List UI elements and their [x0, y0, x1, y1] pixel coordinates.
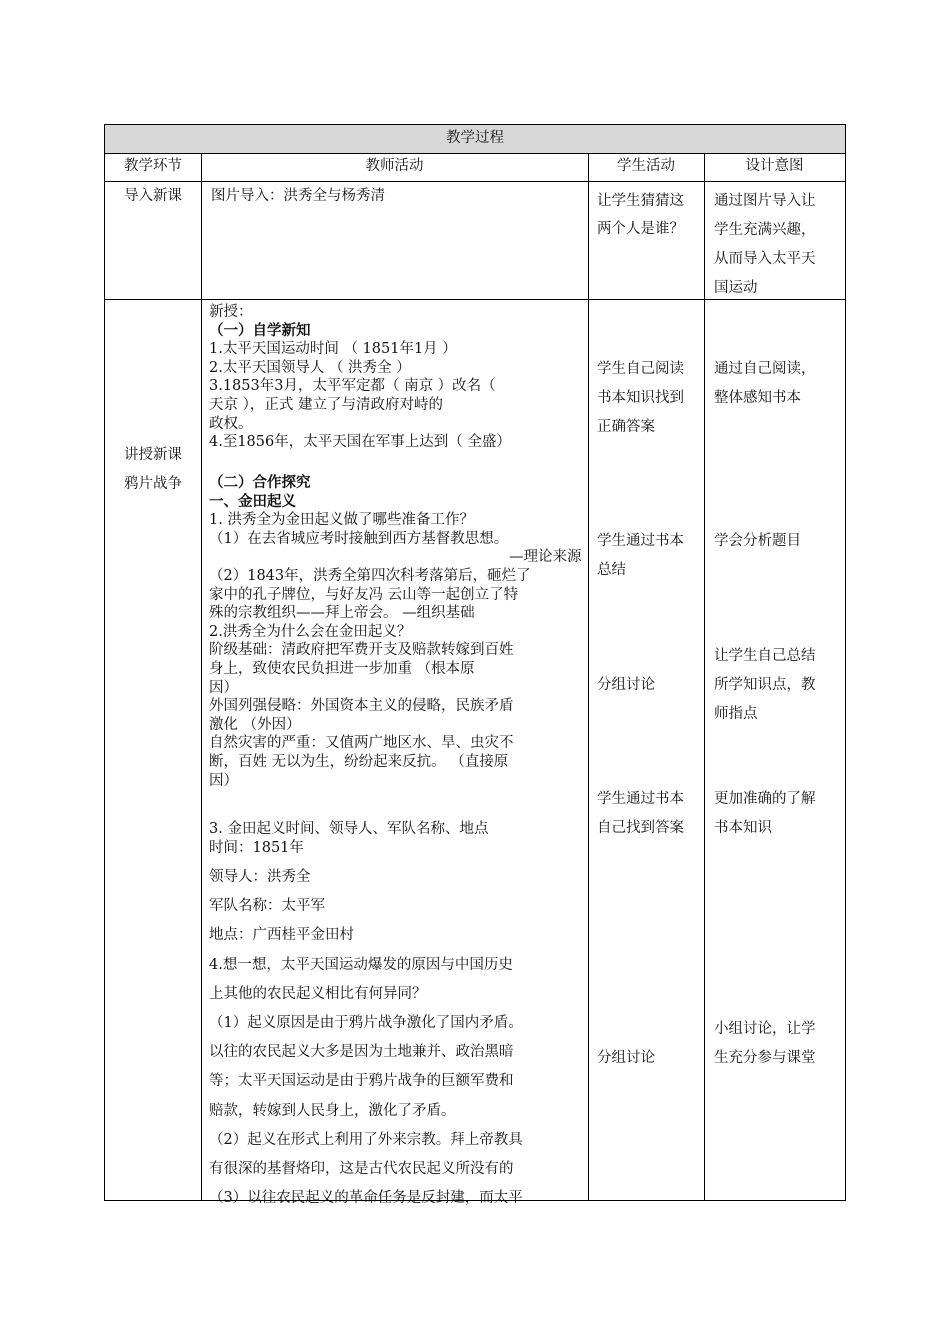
intent-understand — [714, 785, 816, 843]
student-line: 自己找到答案 — [597, 820, 684, 836]
section-heading: （一）自学新知 — [209, 321, 311, 339]
intent-line: 书本知识 — [714, 820, 772, 836]
teacher-line: 4.至1856年，太平天国在军事上达到（ 全盛） — [209, 434, 511, 451]
teacher-line: 领导人：洪秀全 — [209, 869, 311, 885]
intent-line: 通过自己阅读， — [714, 361, 816, 377]
row2-stage-line: 讲授新课 — [124, 447, 182, 463]
row1-student — [597, 187, 684, 243]
student-activity-summary — [597, 527, 684, 585]
teacher-line: —理论来源 — [509, 549, 582, 566]
student-line: 正确答案 — [597, 419, 655, 435]
teacher-line: 以往的农民起义大多是因为土地兼并、政治黑暗 — [209, 1044, 514, 1061]
row2-stage — [105, 441, 201, 499]
teacher-line: 2.太平天国领导人 （ 洪秀全 ） — [209, 359, 411, 376]
teacher-line: 3. 金田起义时间、领导人、军队名称、地点 — [209, 821, 489, 837]
row1-intent-line: 通过图片导入让 — [714, 193, 816, 209]
teacher-line: 断，百姓 无以为生，纷纷起来反抗。 （直接原 — [209, 753, 509, 770]
teacher-line: 上其他的农民起义相比有何异同？ — [209, 985, 427, 1002]
student-activity-group-2: 分组讨论 — [597, 1050, 655, 1066]
teacher-self-study — [209, 303, 511, 452]
teacher-line: 政权。 — [209, 415, 253, 432]
row1-student-line: 让学生猜猜这 — [597, 193, 684, 209]
intent-line: 整体感知书本 — [714, 390, 801, 406]
intent-line: 让学生自己总结 — [714, 648, 816, 664]
row1-intent — [714, 187, 816, 303]
section-heading: 一、金田起义 — [209, 492, 296, 510]
teacher-line: （2）起义在形式上利用了外来宗教。拜上帝教具 — [209, 1131, 523, 1148]
header-student: 学生活动 — [617, 158, 675, 174]
section-heading: （二）合作探究 — [209, 474, 311, 491]
table-title: 教学过程 — [446, 130, 504, 146]
teacher-line: 天京 ），正式 建立了与清政府对峙的 — [209, 396, 443, 413]
teacher-line: 阶级基础：清政府把军费开支及赔款转嫁到百姓 — [209, 642, 514, 659]
intent-self-read — [714, 355, 816, 413]
row2-stage-line: 鸦片战争 — [124, 476, 182, 492]
rule-col1 — [201, 153, 202, 1200]
student-activity-find — [597, 785, 684, 843]
teacher-line: 新授： — [209, 304, 253, 320]
teacher-line: 因） — [209, 679, 238, 696]
teacher-line: 军队名称：太平军 — [209, 898, 325, 915]
row1-teacher: 图片导入：洪秀全与杨秀清 — [211, 188, 385, 204]
teacher-line: （3）以往农民起义的革命任务是反封建，而太平 — [209, 1190, 523, 1207]
teacher-line: （2）1843年，洪秀全第四次科考落第后，砸烂了 — [209, 567, 531, 584]
teacher-line: 4.想一想，太平天国运动爆发的原因与中国历史 — [209, 956, 513, 973]
row1-stage: 导入新课 — [124, 188, 182, 204]
student-line: 总结 — [597, 562, 626, 578]
rule-col2 — [588, 153, 589, 1200]
header-teacher: 教师活动 — [365, 158, 424, 174]
rule-title — [105, 153, 845, 154]
teacher-line: 自然灾害的严重：又值两广地区水、旱、虫灾不 — [209, 735, 514, 752]
teacher-line: 地点：广西桂平金田村 — [209, 927, 354, 944]
teacher-line: 因） — [209, 772, 238, 789]
teacher-line: 殊的宗教组织——拜上帝会。 —组织基础 — [209, 605, 475, 622]
teacher-comparison — [209, 863, 523, 1213]
student-activity-read — [597, 355, 684, 442]
teacher-line: 时间：1851年 — [209, 839, 304, 856]
teacher-line: （1）在去省城应考时接触到西方基督教思想。 — [209, 530, 509, 547]
teacher-line: 家中的孔子牌位，与好友冯 云山等一起创立了特 — [209, 586, 519, 603]
teacher-line: 身上，致使农民负担进一步加重 （根本原 — [209, 660, 475, 677]
header-stage: 教学环节 — [124, 158, 182, 174]
teacher-line: 3.1853年3月，太平军定都（ 南京 ）改名（ — [209, 378, 496, 395]
teacher-line: 1. 洪秀全为金田起义做了哪些准备工作？ — [209, 512, 474, 529]
rule-header — [105, 181, 845, 182]
intent-line: 所学知识点，教 — [714, 677, 816, 693]
intent-analyze: 学会分析题目 — [714, 533, 801, 549]
student-line: 学生通过书本 — [597, 791, 684, 807]
teacher-line: 赔款，转嫁到人民身上，激化了矛盾。 — [209, 1102, 456, 1119]
intent-line: 更加准确的了解 — [714, 791, 816, 807]
student-line: 学生通过书本 — [597, 533, 684, 549]
teacher-line: 激化 （外因） — [209, 716, 301, 733]
student-activity-group-1: 分组讨论 — [597, 677, 655, 693]
intent-line: 小组讨论，让学 — [714, 1021, 816, 1037]
intent-summarize — [714, 642, 816, 729]
rule-col3 — [704, 153, 705, 1200]
header-intent: 设计意图 — [745, 158, 804, 174]
teacher-cooperative-inquiry — [209, 474, 582, 790]
teacher-line: 2.洪秀全为什么会在金田起义？ — [209, 623, 412, 640]
teacher-jintian-facts — [209, 820, 488, 857]
intent-line: 生充分参与课堂 — [714, 1050, 816, 1066]
row1-student-line: 两个人是谁？ — [597, 221, 684, 237]
teacher-line: 外国列强侵略：外国资本主义的侵略，民族矛盾 — [209, 698, 514, 715]
teacher-line: 等；太平天国运动是由于鸦片战争的巨额军费和 — [209, 1073, 514, 1090]
student-line: 书本知识找到 — [597, 390, 684, 406]
student-line: 学生自己阅读 — [597, 361, 684, 377]
intent-line: 师指点 — [714, 706, 758, 722]
intent-group-discussion — [714, 1015, 816, 1073]
row1-intent-line: 国运动 — [714, 280, 758, 296]
teaching-process-table — [104, 124, 846, 1207]
row1-intent-line: 从而导入太平天 — [714, 251, 816, 267]
teacher-line: 1.太平天国运动时间 （ 1851年1月 ） — [209, 341, 457, 358]
teacher-line: 有很深的基督烙印，这是古代农民起义所没有的 — [209, 1161, 514, 1178]
row1-intent-line: 学生充满兴趣， — [714, 222, 816, 238]
teacher-line: （1）起义原因是由于鸦片战争激化了国内矛盾。 — [209, 1015, 523, 1032]
